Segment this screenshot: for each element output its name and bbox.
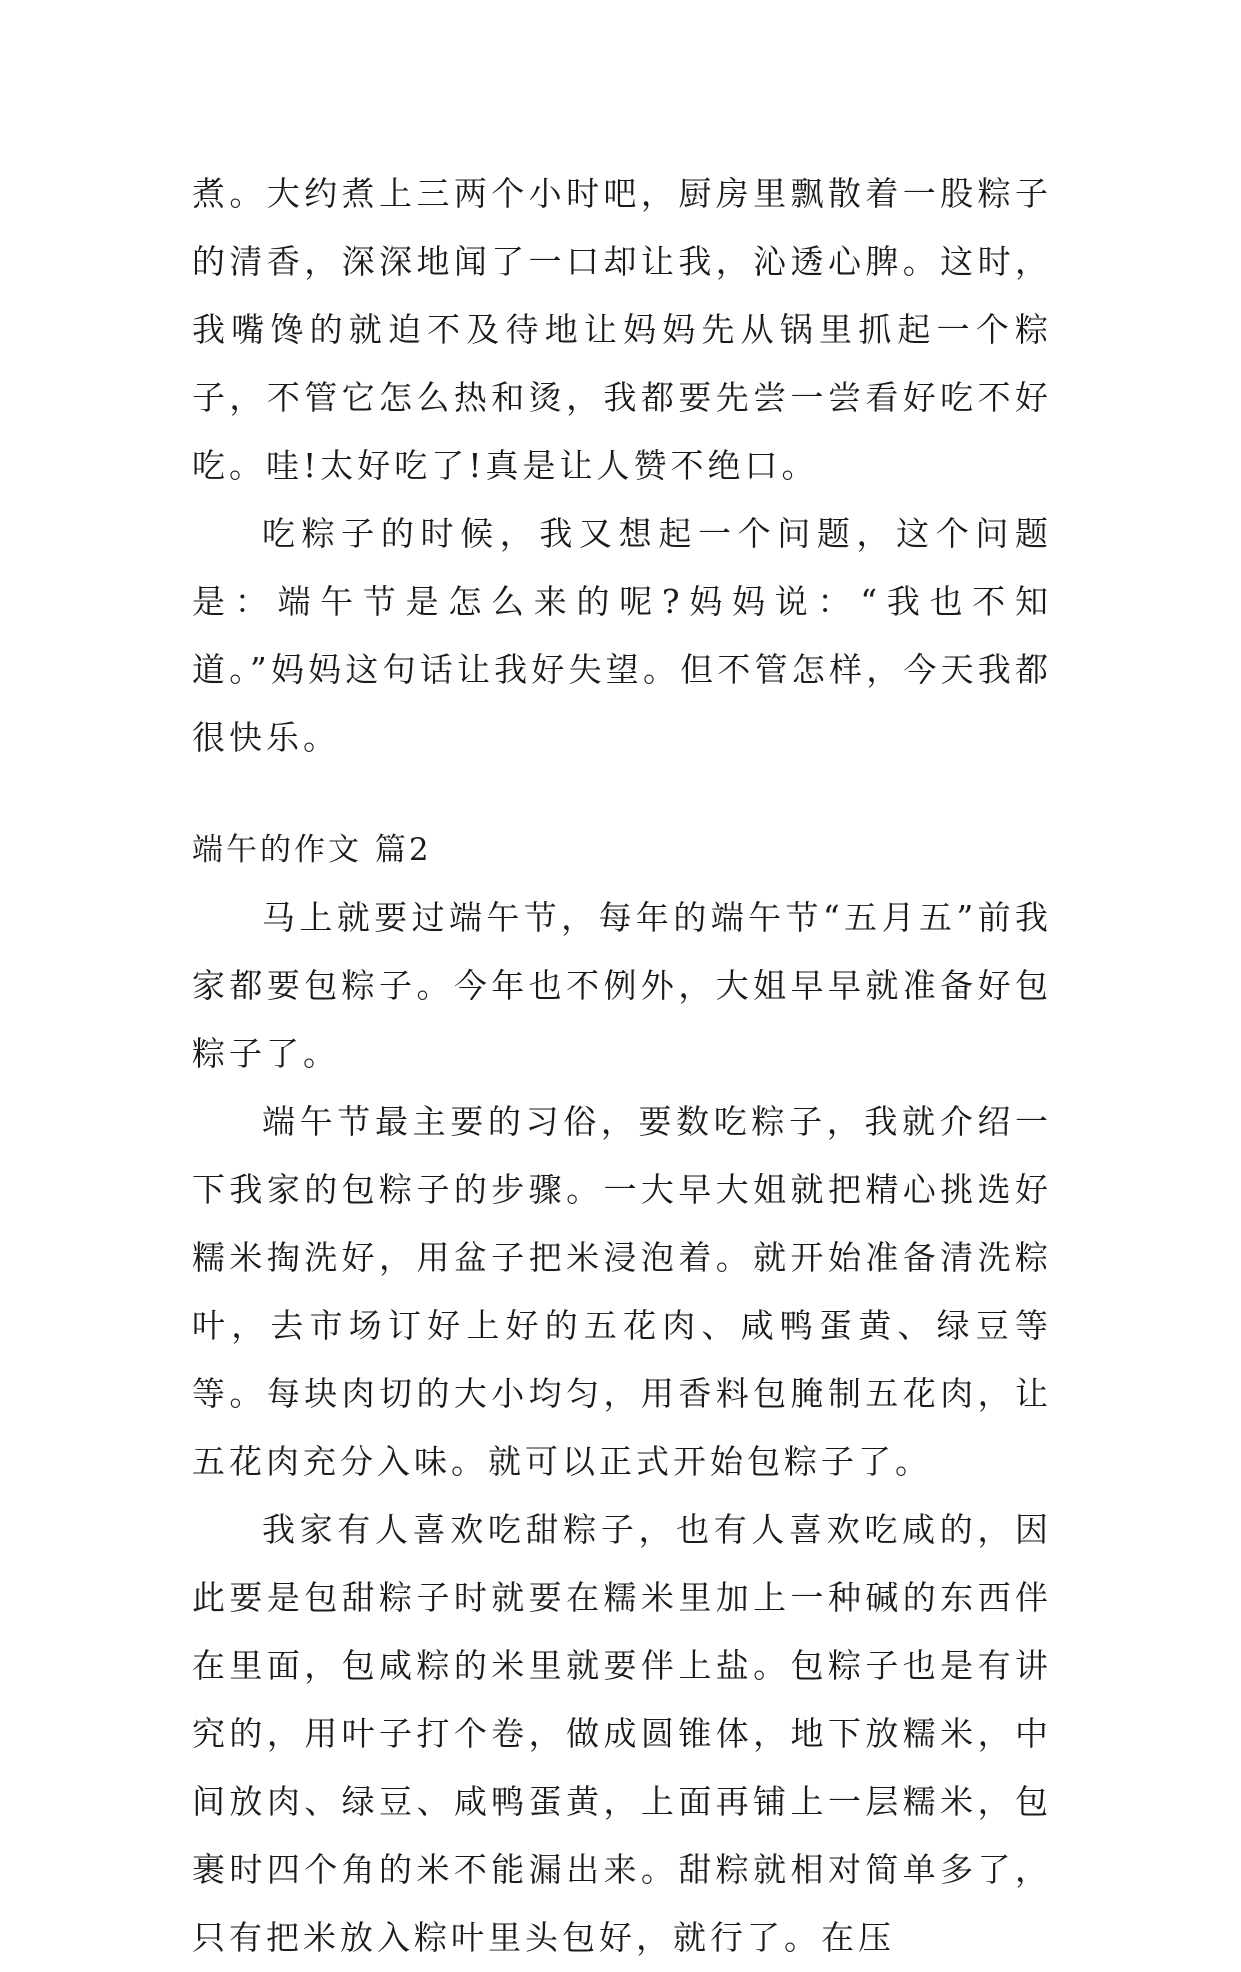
section-title: 端午的作文 篇2: [192, 832, 432, 868]
paragraph: 端午节最主要的习俗，要数吃粽子，我就介绍一下我家的包粽子的步骤。一大早大姐就把精心挑选好糯米掏洗好，用盆子把米浸泡着。就开始准备清洗粽叶，去市场订好上好的五花肉、咸鸭蛋黄、绿豆等等。每块肉切的大小均匀，用香料包腌制五花肉，让五花肉充分入味。就可以正式开始包粽子了。: [192, 1102, 1052, 1481]
document-page: [192, 160, 1052, 1972]
paragraph: 吃粽子的时候，我又想起一个问题，这个问题是：端午节是怎么来的呢?妈妈说：“我也不知道。”妈妈这句话让我好失望。但不管怎样，今天我都很快乐。: [192, 514, 1052, 757]
paragraph: 我家有人喜欢吃甜粽子，也有人喜欢吃咸的，因此要是包甜粽子时就要在糯米里加上一种碱的东西伴在里面，包咸粽的米里就要伴上盐。包粽子也是有讲究的，用叶子打个卷，做成圆锥体，地下放糯米，中间放肉、绿豆、咸鸭蛋黄，上面再铺上一层糯米，包裹时四个角的米不能漏出来。甜粽就相对简单多了，只有把米放入粽叶里头包好，就行了。在压: [192, 1510, 1052, 1957]
paragraph-continued: 煮。大约煮上三两个小时吧，厨房里飘散着一股粽子的清香，深深地闻了一口却让我，沁透心脾。这时，我嘴馋的就迫不及待地让妈妈先从锅里抓起一个粽子，不管它怎么热和烫，我都要先尝一尝看好吃不好吃。哇!太好吃了!真是让人赞不绝口。: [192, 174, 1052, 485]
paragraph: 马上就要过端午节，每年的端午节“五月五”前我家都要包粽子。今年也不例外，大姐早早就准备好包粽子了。: [192, 898, 1052, 1073]
